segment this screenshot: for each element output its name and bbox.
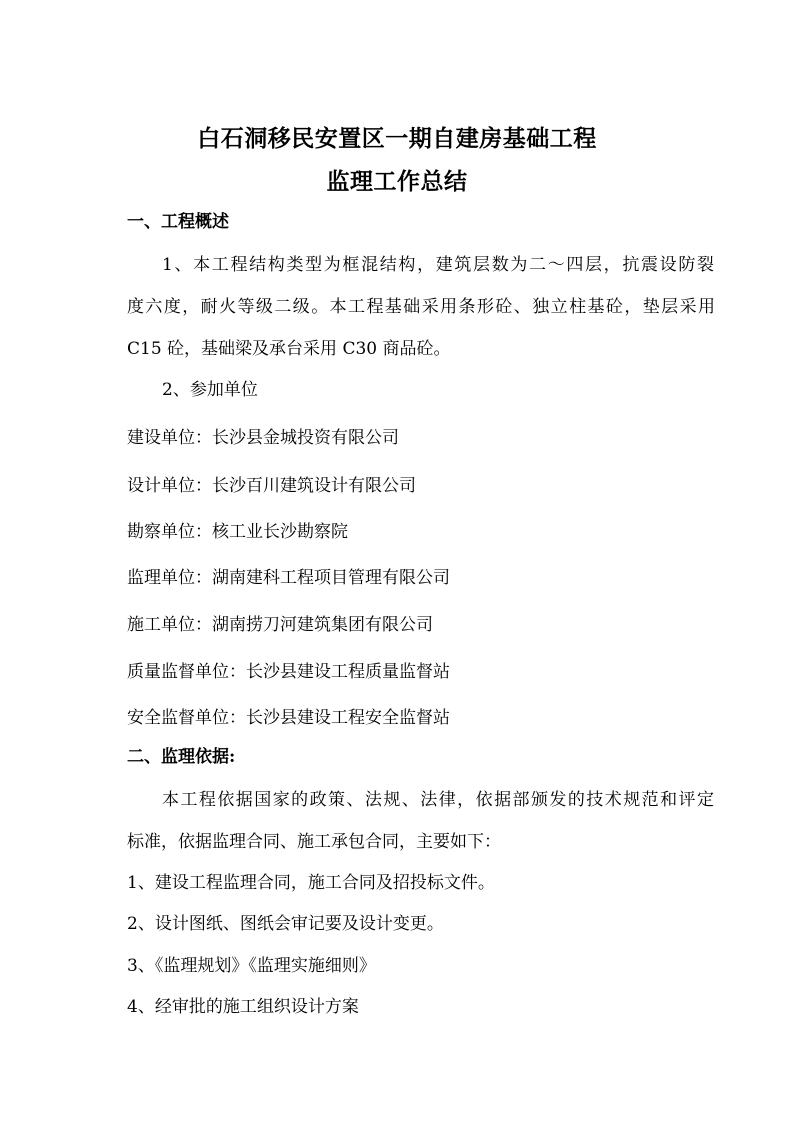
unit-line-quality-supervision: 质量监督单位：长沙县建设工程质量监督站 xyxy=(127,662,450,682)
section-1-para-1-line-3: C15 砼，基础梁及承台采用 C30 商品砼。 xyxy=(127,339,451,359)
unit-line-design: 设计单位：长沙百川建筑设计有限公司 xyxy=(127,476,416,496)
unit-line-survey: 勘察单位：核工业长沙勘察院 xyxy=(127,522,348,542)
section-2-heading: 二、监理依据: xyxy=(127,747,236,767)
unit-line-construction: 建设单位：长沙县金城投资有限公司 xyxy=(127,428,399,448)
section-1-para-1-line-1: 1、本工程结构类型为框混结构，建筑层数为二～四层，抗震设防裂 xyxy=(162,255,714,275)
section-2-para-1-line-1: 本工程依据国家的政策、法规、法律，依据部颁发的技术规范和评定 xyxy=(162,790,714,810)
document-title-line-2: 监理工作总结 xyxy=(326,168,468,195)
unit-line-supervision: 监理单位：湖南建科工程项目管理有限公司 xyxy=(127,568,450,588)
document-title-line-1: 白石洞移民安置区一期自建房基础工程 xyxy=(197,125,597,152)
section-2-para-1-line-2: 标准，依据监理合同、施工承包合同，主要如下： xyxy=(127,832,501,852)
basis-item-2: 2、设计图纸、图纸会审记要及设计变更。 xyxy=(127,914,444,934)
unit-line-contractor: 施工单位：湖南捞刀河建筑集团有限公司 xyxy=(127,615,433,635)
basis-item-4: 4、经审批的施工组织设计方案 xyxy=(127,997,359,1017)
basis-item-3: 3、《监理规划》《监理实施细则》 xyxy=(127,956,376,976)
section-1-heading: 一、工程概述 xyxy=(127,212,229,232)
unit-line-safety-supervision: 安全监督单位：长沙县建设工程安全监督站 xyxy=(127,708,450,728)
section-1-para-1-line-2: 度六度，耐火等级二级。本工程基础采用条形砼、独立柱基砼，垫层采用 xyxy=(127,297,715,317)
section-1-para-2: 2、参加单位 xyxy=(162,380,258,400)
basis-item-1: 1、建设工程监理合同，施工合同及招投标文件。 xyxy=(127,873,495,893)
